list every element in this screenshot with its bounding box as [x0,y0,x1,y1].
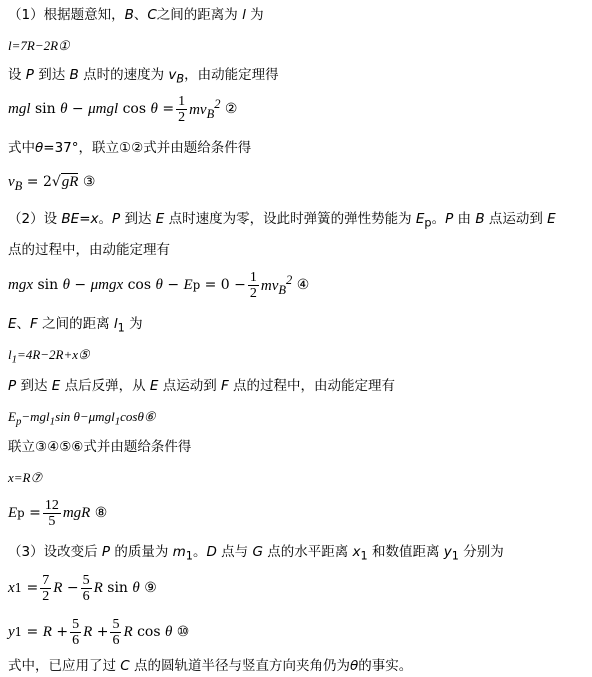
part1-combine: 式中θ=37°，联立①②式并由题给条件得 [8,140,252,156]
equation-9: x 1 = $\frac{7}{2}$ R − $\frac{5}{6}$ R sin θ ⑨ [8,572,157,604]
equation-10: y 1 = R + $\frac{5}{6}$ R + $\frac{5}{6}$ R cos θ ⑩ [8,616,190,648]
part1-intro: （1）根据题意知，B、C之间的距离为 l 为 [8,7,264,23]
equation-6: $E_p-mgl_1\sin$ θ−μmgl$_1$cosθ⑥ [8,409,156,428]
equation-8: E p = $\frac{12}{5}$ mgR ⑧ [8,497,108,529]
part2-distance: E、F 之间的距离 $l_1$ 为 [8,316,143,335]
part2-intro-cont: 点的过程中，由动能定理有 [8,242,170,258]
equation-7: x=R⑦ [8,470,43,485]
part3-note: 式中，已应用了过 C 点的圆轨道半径与竖直方向夹角仍为θ的事实。 [8,658,413,674]
equation-4: mgx sin θ − μmgx cos θ − E p = 0 − $\frac{1}{2}$ $mv_B^2$ ④ [8,269,310,301]
equation-3: $v_B = 2√gR$ ③ [8,174,96,193]
part3-intro: （3）设改变后 P 的质量为 $m_1$。D 点与 G 点的水平距离 $x_1$ 和数值距离 $y_1$ 分别为 [8,544,504,563]
equation-5: $l_1=4R-2R+x⑤$ [8,347,90,366]
part2-intro: （2）设 BE=x。P 到达 E 点时速度为零，设此时弹簧的弹性势能为 $E_p$。P 由 B 点运动到 E [8,211,556,230]
equation-1: l=7R−2R① [8,38,70,53]
part2-rebound: P 到达 E 点后反弹，从 E 点运动到 F 点的过程中，由动能定理有 [8,378,396,394]
equation-2: mgl sin θ − μmgl cos θ = $\frac{1}{2}$ $mv_B^2$ ② [8,93,238,125]
part1-velocity-text: 设 P 到达 B 点时的速度为 $v_B$，由动能定理得 [8,67,279,86]
part2-combine: 联立③④⑤⑥式并由题给条件得 [8,439,192,455]
